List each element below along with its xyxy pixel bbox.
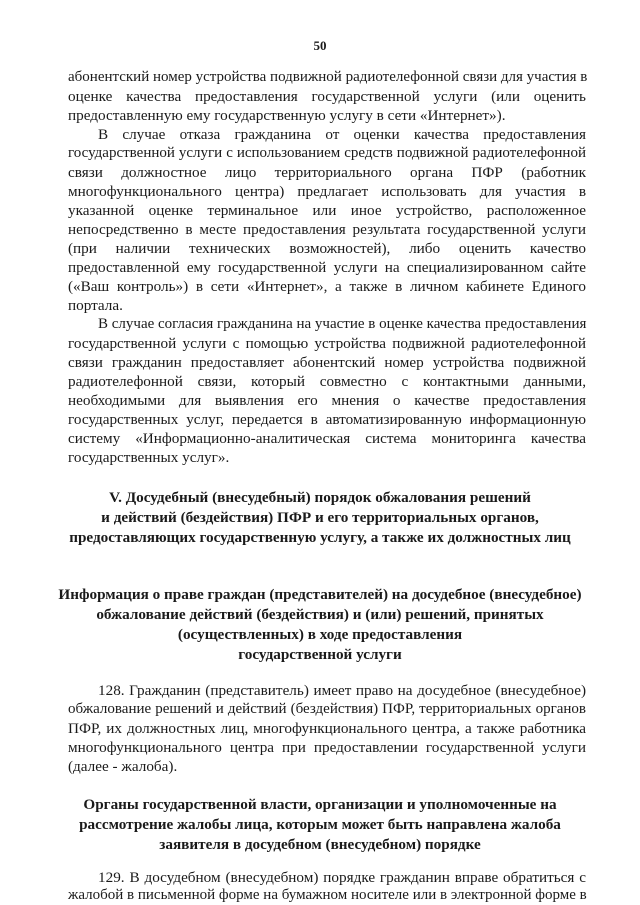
text-line: В случае согласия гражданина на участие в оценке качества предоставления	[98, 316, 587, 332]
text-line: абонентский номер устройства подвижной радиотелефонной связи для участия в	[68, 69, 588, 85]
text-line: государственных услуг, передается в автоматизированную информационную	[68, 411, 586, 428]
text-line: ПФР, их должностных лиц, многофункционального центра, а также работника	[68, 720, 586, 737]
heading-line: V. Досудебный (внесудебный) порядок обжалования решений	[109, 489, 531, 506]
text-line: непосредственно в месте предоставления результата государственной услуги	[68, 221, 586, 238]
heading-line: рассмотрение жалобы лица, которым может быть направлена жалоба	[79, 816, 561, 833]
heading-line: (осуществленных) в ходе предоставления	[177, 626, 463, 643]
text-line: 128. Гражданин (представитель) имеет право на досудебное (внесудебное)	[98, 682, 586, 699]
text-line: портала.	[68, 297, 123, 314]
heading-line: и действий (бездействия) ПФР и его территориальных органов,	[101, 509, 539, 526]
text-line: 129. В досудебном (внесудебном) порядке гражданин вправе обратиться с	[98, 869, 586, 886]
heading-line: Информация о праве граждан (представителей) на досудебное (внесудебное)	[58, 586, 582, 603]
text-line: жалобой в письменной форме на бумажном носителе или в электронной форме в	[68, 887, 587, 903]
text-line: предоставленную ему государственную услугу в сети «Интернет»).	[68, 107, 506, 124]
text-line: (далее - жалоба).	[68, 758, 178, 775]
heading-line: предоставляющих государственную услугу, а также их должностных лиц	[69, 529, 571, 546]
page-number: 50	[313, 38, 327, 53]
text-line: оценке качества предоставления государственной услуги (или оценить	[68, 88, 586, 105]
text-line: необходимыми для выявления его мнения о качестве предоставления	[68, 392, 586, 409]
text-line: связи гражданин предоставляет абонентский номер устройства подвижной	[68, 354, 586, 371]
text-line: государственных услуг».	[68, 449, 230, 466]
text-line: систему «Информационно-аналитическая система мониторинга качества	[68, 430, 586, 447]
text-line: государственной услуги с помощью устройства подвижной радиотелефонной	[68, 335, 586, 352]
text-line: В случае отказа гражданина от оценки качества предоставления	[98, 126, 586, 143]
text-line: («Ваш контроль») в сети «Интернет», а также в личном кабинете Единого	[68, 278, 586, 295]
heading-line: заявителя в досудебном (внесудебном) порядке	[159, 836, 481, 853]
text-line: (при наличии технических возможностей), либо оценить качество	[68, 240, 586, 257]
text-line: многофункционального центра) предлагает использовать для участия в	[68, 183, 586, 200]
text-line: указанной оценке терминальное или иное устройство, расположенное	[68, 202, 586, 219]
heading-line: обжалование действий (бездействия) и (или) решений, принятых	[96, 606, 544, 623]
text-line: предоставленной ему государственной услуги на специализированном сайте	[68, 259, 586, 276]
text-line: радиотелефонной связи, который совместно с контактными данными,	[68, 373, 586, 390]
text-line: государственной услуги с использованием средств подвижной радиотелефонной	[68, 145, 586, 161]
text-line: обжалование решений и действий (бездействия) ПФР, территориальных органов	[68, 701, 586, 717]
heading-line: государственной услуги	[238, 646, 402, 663]
text-line: многофункционального центра при предоставлении государственной услуги	[68, 739, 586, 756]
heading-line: Органы государственной власти, организации и уполномоченные на	[83, 796, 557, 813]
text-line: связи должностное лицо территориального органа ПФР (работник	[68, 164, 586, 181]
